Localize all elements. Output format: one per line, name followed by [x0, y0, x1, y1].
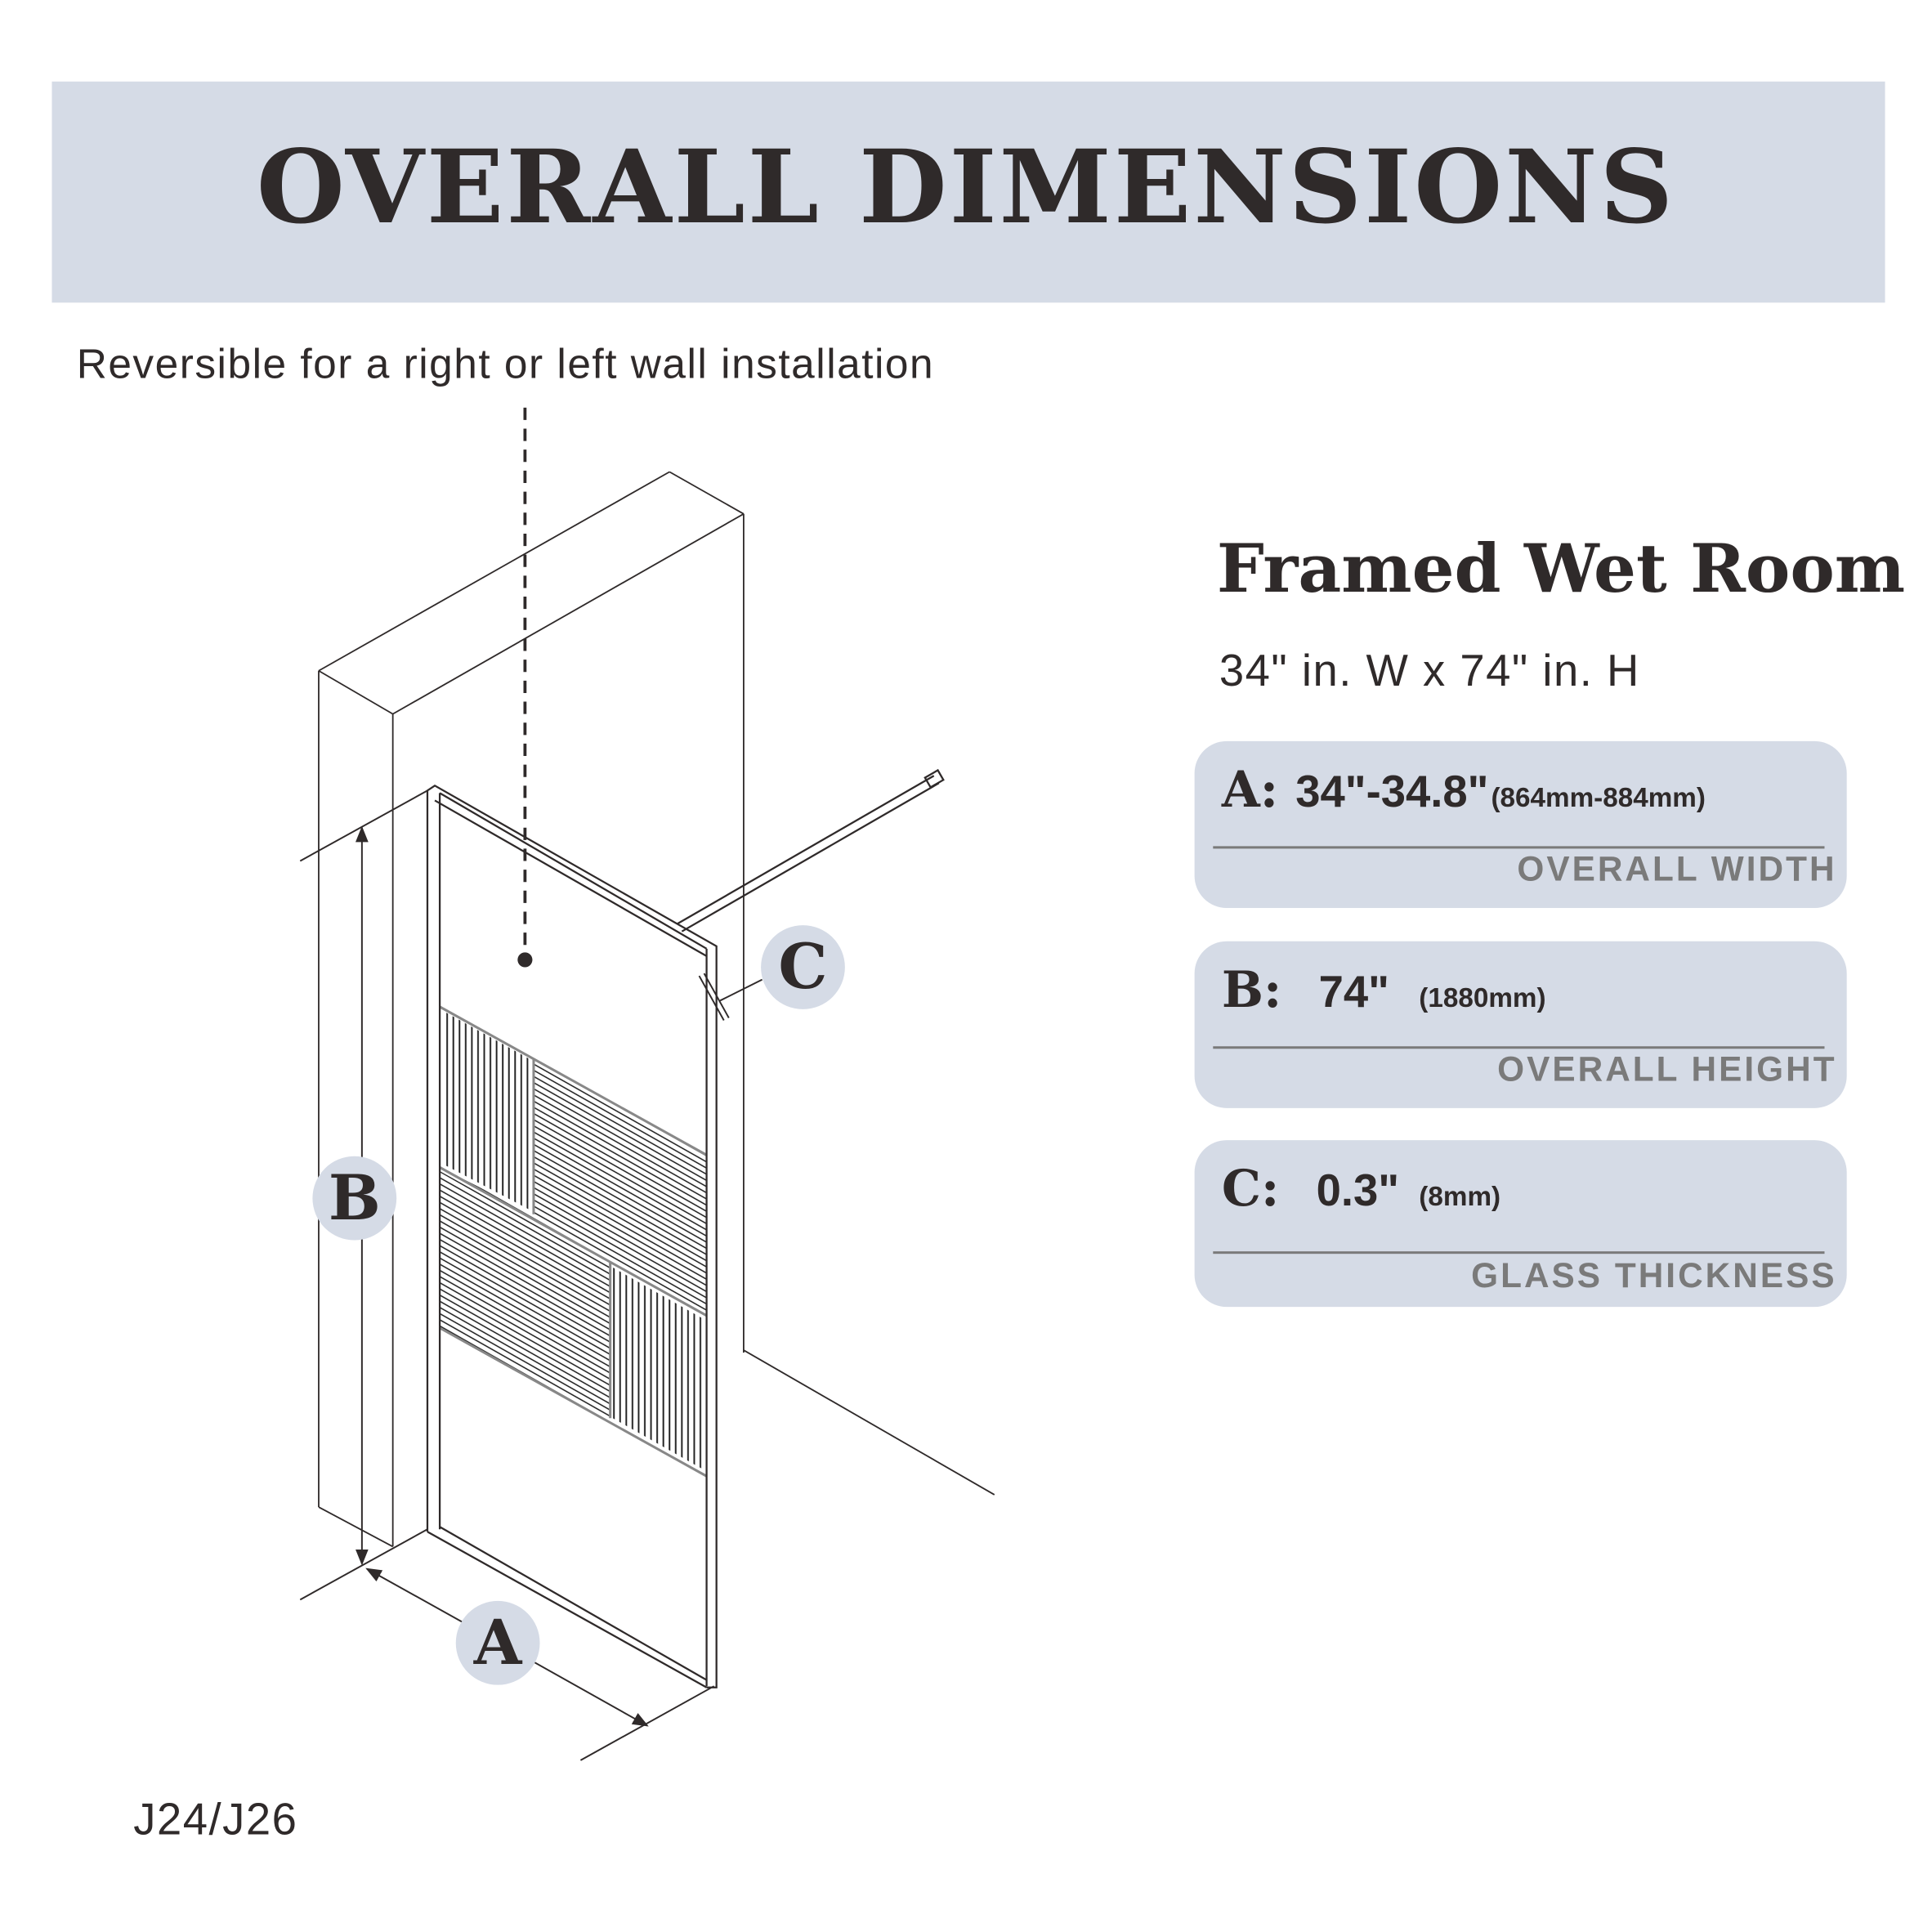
dim-metric: (1880mm): [1419, 982, 1546, 1013]
product-name: Framed Wet Room: [1216, 528, 1906, 608]
callout-a: A: [456, 1601, 540, 1685]
install-leader: [517, 408, 532, 968]
dim-label: OVERALL HEIGHT: [1497, 1049, 1837, 1089]
divider: [1213, 846, 1824, 848]
dim-letter: A:: [1221, 761, 1279, 820]
dim-value: 0.3": [1316, 1165, 1400, 1216]
dim-letter: B:: [1221, 960, 1282, 1019]
callout-c: C: [761, 925, 845, 1009]
dimension-card-b: [1195, 941, 1847, 1108]
divider: [1213, 1046, 1824, 1049]
dim-label: GLASS THICKNESS: [1471, 1256, 1837, 1295]
reversible-note: Reversible for a right or left wall installation: [76, 341, 935, 388]
divider: [1213, 1251, 1824, 1254]
support-bar: [677, 770, 943, 931]
dimension-card-c: [1195, 1140, 1847, 1307]
dim-metric: (864mm-884mm): [1491, 781, 1706, 813]
dim-label: OVERALL WIDTH: [1517, 849, 1837, 888]
dimension-card-a: [1195, 741, 1847, 908]
model-code: J24/J26: [133, 1793, 298, 1845]
dim-value: 34"-34.8": [1295, 766, 1489, 817]
dim-letter: C:: [1221, 1160, 1280, 1219]
glass-panel: [427, 770, 943, 1687]
dim-metric: (8mm): [1419, 1180, 1501, 1212]
page-title: OVERALL DIMENSIONS: [256, 128, 1676, 248]
callout-b: B: [312, 1156, 396, 1241]
product-size: 34" in. W x 74" in. H: [1219, 645, 1640, 695]
dim-value: 74": [1318, 965, 1389, 1017]
